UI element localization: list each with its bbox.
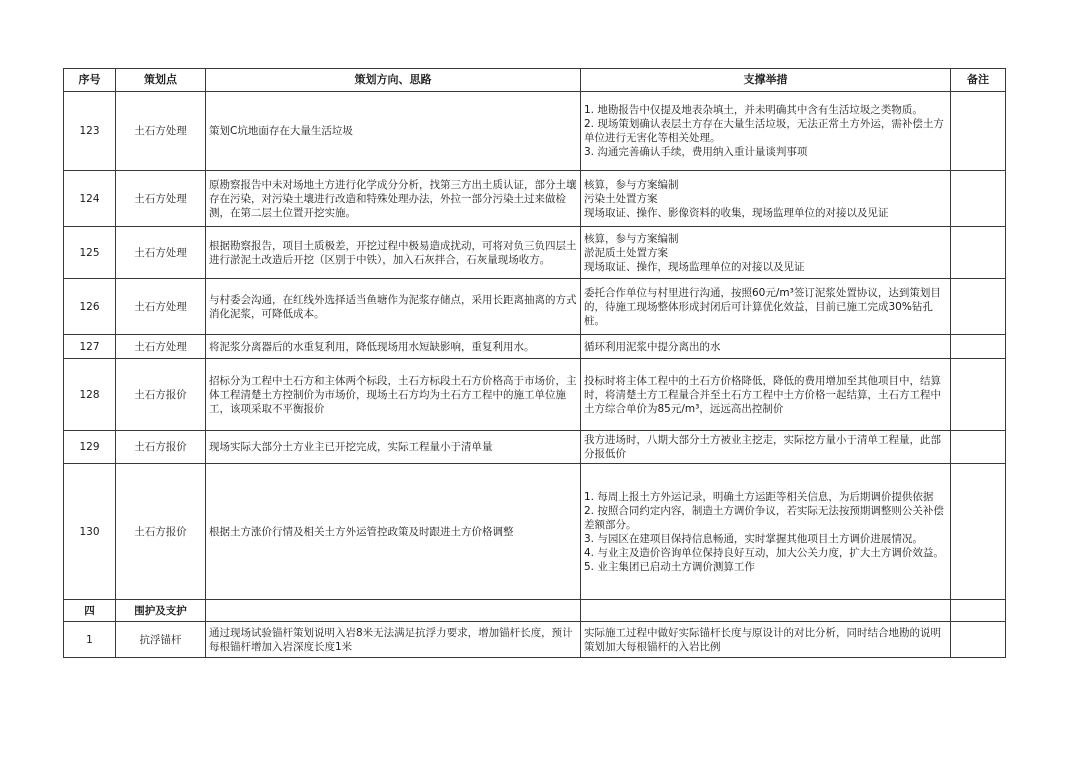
cell-measures: [581, 600, 951, 622]
cell-seq: 123: [64, 92, 116, 171]
cell-seq: 1: [64, 622, 116, 658]
cell-planning-point: 土石方报价: [116, 359, 206, 431]
header-row: [64, 69, 1006, 92]
cell-measures: 循环利用泥浆中提分离出的水: [581, 335, 951, 359]
table-row: [64, 279, 1006, 335]
cell-remarks: [951, 622, 1006, 658]
cell-seq: 128: [64, 359, 116, 431]
cell-planning-point: 土石方报价: [116, 431, 206, 464]
cell-measures: 委托合作单位与村里进行沟通，按照60元/m³签订泥浆处置协议，达到策划目的，待施工现场整体形成封闭后可计算优化效益，目前已施工完成30%钻孔桩。: [581, 279, 951, 335]
cell-measures: 1. 每周上报土方外运记录，明确土方运距等相关信息，为后期调价提供依据 2. 按照合同约定内容，制造土方调价争议，若实际无法按预期调整则公关补偿差额部分。 3. 与园区在建项目保持信息畅通，实时掌握其他项目土方调价进展情况。 4. 与业主及造价咨询单位保持良好互动，加大公关力度，扩大土方调价效益。 5. 业主集团已启动土方调价测算工作: [581, 464, 951, 600]
table-row: [64, 92, 1006, 171]
cell-seq: 130: [64, 464, 116, 600]
cell-direction: 原勘察报告中未对场地土方进行化学成分分析，找第三方出土质认证，部分土壤存在污染，对污染土壤进行改造和特殊处理办法，外拉一部分污染土过来做检测，在第二层土位置开挖实施。: [206, 171, 581, 227]
spreadsheet-sheet: [63, 68, 1005, 658]
table-row: [64, 171, 1006, 227]
cell-measures: 1. 地勘报告中仅提及地表杂填土，并未明确其中含有生活垃圾之类物质。 2. 现场策划确认表层土方存在大量生活垃圾，无法正常土方外运，需补偿土方单位进行无害化等相关处理。 3. 沟通完善确认手续，费用纳入重计量谈判事项: [581, 92, 951, 171]
cell-measures: 实际施工过程中做好实际锚杆长度与原设计的对比分析，同时结合地勘的说明策划加大每根锚杆的入岩比例: [581, 622, 951, 658]
cell-direction: 与村委会沟通，在红线外选择适当鱼塘作为泥浆存储点，采用长距离抽离的方式消化泥浆，可降低成本。: [206, 279, 581, 335]
section-title: 围护及支护: [116, 600, 206, 622]
cell-seq: 127: [64, 335, 116, 359]
table-row: [64, 431, 1006, 464]
cell-remarks: [951, 464, 1006, 600]
cell-planning-point: 土石方处理: [116, 279, 206, 335]
cell-remarks: [951, 171, 1006, 227]
cell-seq: 124: [64, 171, 116, 227]
cell-measures: 核算，参与方案编制 污染土处置方案 现场取证、操作、影像资料的收集，现场监理单位的对接以及见证: [581, 171, 951, 227]
cell-planning-point: 土石方处理: [116, 335, 206, 359]
cell-measures: 核算，参与方案编制 淤泥质土处置方案 现场取证、操作，现场监理单位的对接以及见证: [581, 227, 951, 279]
cell-remarks: [951, 335, 1006, 359]
cell-remarks: [951, 431, 1006, 464]
cell-seq: 129: [64, 431, 116, 464]
table-row: [64, 335, 1006, 359]
cell-planning-point: 抗浮锚杆: [116, 622, 206, 658]
cell-direction: 策划C坑地面存在大量生活垃圾: [206, 92, 581, 171]
cell-planning-point: 土石方处理: [116, 92, 206, 171]
cell-remarks: [951, 359, 1006, 431]
table-row: [64, 622, 1006, 658]
header-measures: 支撑举措: [581, 69, 951, 92]
cell-seq: 126: [64, 279, 116, 335]
table-row: [64, 464, 1006, 600]
header-planning-point: 策划点: [116, 69, 206, 92]
cell-direction: 根据勘察报告，项目土质极差，开挖过程中极易造成扰动，可将对负三负四层土进行淤泥土改造后开挖（区别于中铁），加入石灰拌合，石灰量现场收方。: [206, 227, 581, 279]
cell-remarks: [951, 227, 1006, 279]
cell-planning-point: 土石方处理: [116, 171, 206, 227]
table-row: [64, 227, 1006, 279]
cell-remarks: [951, 279, 1006, 335]
planning-table: [63, 68, 1006, 658]
cell-measures: 投标时将主体工程中的土石方价格降低，降低的费用增加至其他项目中，结算时，将清楚土方工程量合并至土石方工程中土方价格一起结算，土石方工程中土方综合单价为85元/m³，远远高出控制价: [581, 359, 951, 431]
section-seq: 四: [64, 600, 116, 622]
header-direction: 策划方向、思路: [206, 69, 581, 92]
table-row: [64, 359, 1006, 431]
cell-direction: [206, 600, 581, 622]
cell-direction: 通过现场试验锚杆策划说明入岩8米无法满足抗浮力要求，增加锚杆长度，预计每根锚杆增加入岩深度长度1米: [206, 622, 581, 658]
cell-measures: 我方进场时，八期大部分土方被业主挖走，实际挖方量小于清单工程量，此部分报低价: [581, 431, 951, 464]
header-seq: 序号: [64, 69, 116, 92]
cell-remarks: [951, 92, 1006, 171]
cell-planning-point: 土石方处理: [116, 227, 206, 279]
section-row: [64, 600, 1006, 622]
cell-direction: 现场实际大部分土方业主已开挖完成，实际工程量小于清单量: [206, 431, 581, 464]
cell-direction: 招标分为工程中土石方和主体两个标段，土石方标段土石方价格高于市场价，主体工程清楚土方控制价为市场价，现场土石方均为土石方工程中的施工单位施工，该项采取不平衡报价: [206, 359, 581, 431]
cell-seq: 125: [64, 227, 116, 279]
cell-direction: 将泥浆分离器后的水重复利用，降低现场用水短缺影响，重复利用水。: [206, 335, 581, 359]
cell-planning-point: 土石方报价: [116, 464, 206, 600]
cell-remarks: [951, 600, 1006, 622]
cell-direction: 根据土方涨价行情及相关土方外运管控政策及时跟进土方价格调整: [206, 464, 581, 600]
header-remarks: 备注: [951, 69, 1006, 92]
